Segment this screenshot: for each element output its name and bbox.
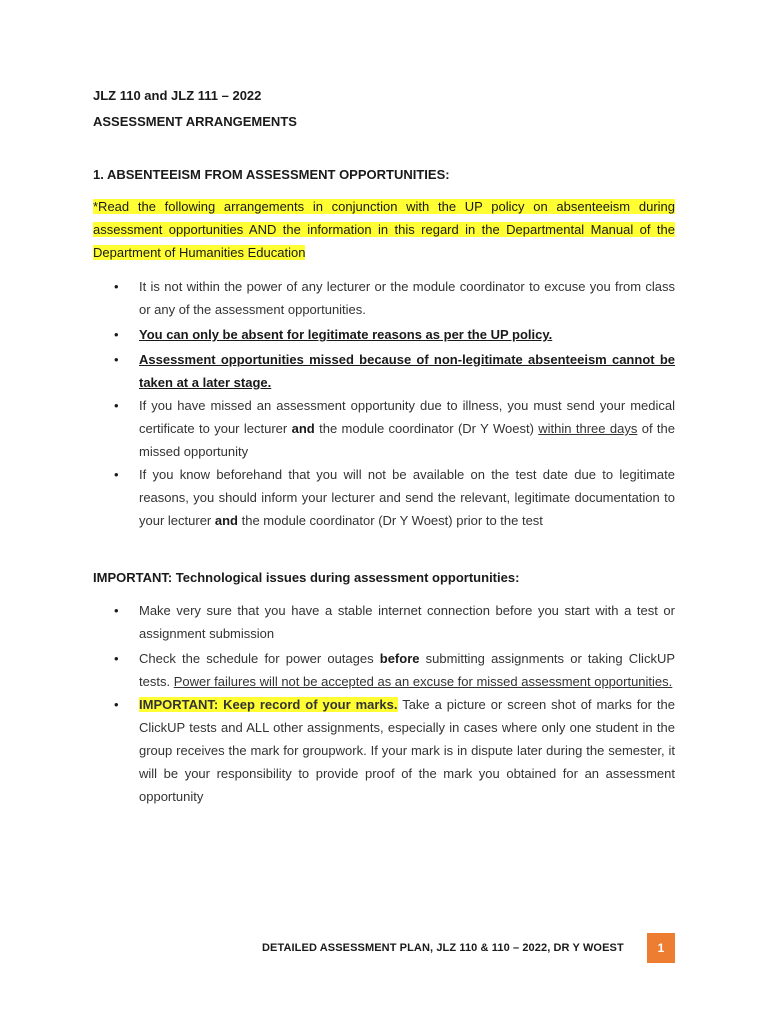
list-item-text: of the missed opportunity — [139, 421, 675, 459]
document-title: JLZ 110 and JLZ 111 – 2022 — [93, 88, 262, 103]
absenteeism-list — [93, 275, 675, 532]
section2-heading: IMPORTANT: Technological issues during assessment opportunities: — [93, 570, 520, 585]
page-footer: DETAILED ASSESSMENT PLAN, JLZ 110 & 110 – 2022, DR Y WOEST — [262, 942, 624, 954]
list-item-text: the module coordinator (Dr Y Woest) — [314, 421, 539, 436]
list-item-text: Make very sure that you have a stable internet connection before you start with a test or assignment submission — [139, 603, 675, 641]
list-item-text: It is not within the power of any lecturer or the module coordinator to excuse you from class or any of the assessment opportunities. — [139, 279, 675, 317]
bullet-icon: • — [114, 697, 119, 712]
bullet-icon: • — [114, 651, 119, 666]
list-item-text: If you know beforehand that you will not be available on the test date due to legitimate reasons, you should inform your lecturer and send the relevant, legitimate documentation to your lecturer — [139, 467, 675, 528]
list-item — [93, 323, 675, 346]
bullet-icon: • — [114, 603, 119, 618]
list-item-text: submitting assignments or taking ClickUP tests. — [139, 651, 676, 689]
list-item-text: Check the schedule for power outages — [139, 651, 380, 666]
bullet-icon: • — [114, 398, 119, 413]
bullet-icon: • — [114, 352, 119, 367]
page-number-badge: 1 — [647, 933, 675, 963]
bullet-icon: • — [114, 467, 119, 482]
list-item-text: the module coordinator (Dr Y Woest) prior to the test — [238, 513, 543, 528]
list-item-text: You can only be absent for legitimate reasons as per the UP policy. — [139, 327, 553, 342]
policy-note-text: *Read the following arrangements in conjunction with the UP policy on absenteeism during assessment opportunities AND the information in this regard in the Departmental Manual of the Department of Humanities Education — [93, 199, 675, 260]
section1-heading: 1. ABSENTEEISM FROM ASSESSMENT OPPORTUNITIES: — [93, 167, 450, 182]
bullet-icon: • — [114, 279, 119, 294]
emphasis-and: and — [291, 421, 315, 436]
list-item-text: If you have missed an assessment opportunity due to illness, you must send your medical certificate to your lecturer — [139, 398, 675, 436]
bullet-icon: • — [114, 327, 119, 342]
list-item — [93, 394, 675, 463]
list-item — [93, 693, 675, 808]
emphasis-and: and — [214, 513, 238, 528]
power-failure-notice: Power failures will not be accepted as an excuse for missed assessment opportunities. — [173, 674, 673, 689]
deadline-text: within three days — [538, 421, 638, 436]
list-item — [93, 599, 675, 645]
list-item — [93, 647, 675, 693]
keep-record-highlight: IMPORTANT: Keep record of your marks. — [139, 697, 398, 712]
list-item-text: Assessment opportunities missed because of non-legitimate absenteeism cannot be taken at a later stage. — [139, 352, 675, 390]
emphasis-before: before — [379, 651, 420, 666]
policy-note — [93, 195, 675, 264]
document-subtitle: ASSESSMENT ARRANGEMENTS — [93, 114, 297, 129]
tech-issues-list — [93, 599, 675, 808]
list-item — [93, 463, 675, 532]
list-item-text: Take a picture or screen shot of marks for the ClickUP tests and ALL other assignments, especially in cases where only one student in the group receives the mark for groupwork. If your mark is in dispute later during the semester, it will be your responsibility to provide proof of the mark you obtained for an assessment opportunity — [139, 697, 675, 804]
list-item — [93, 348, 675, 394]
list-item — [93, 275, 675, 321]
